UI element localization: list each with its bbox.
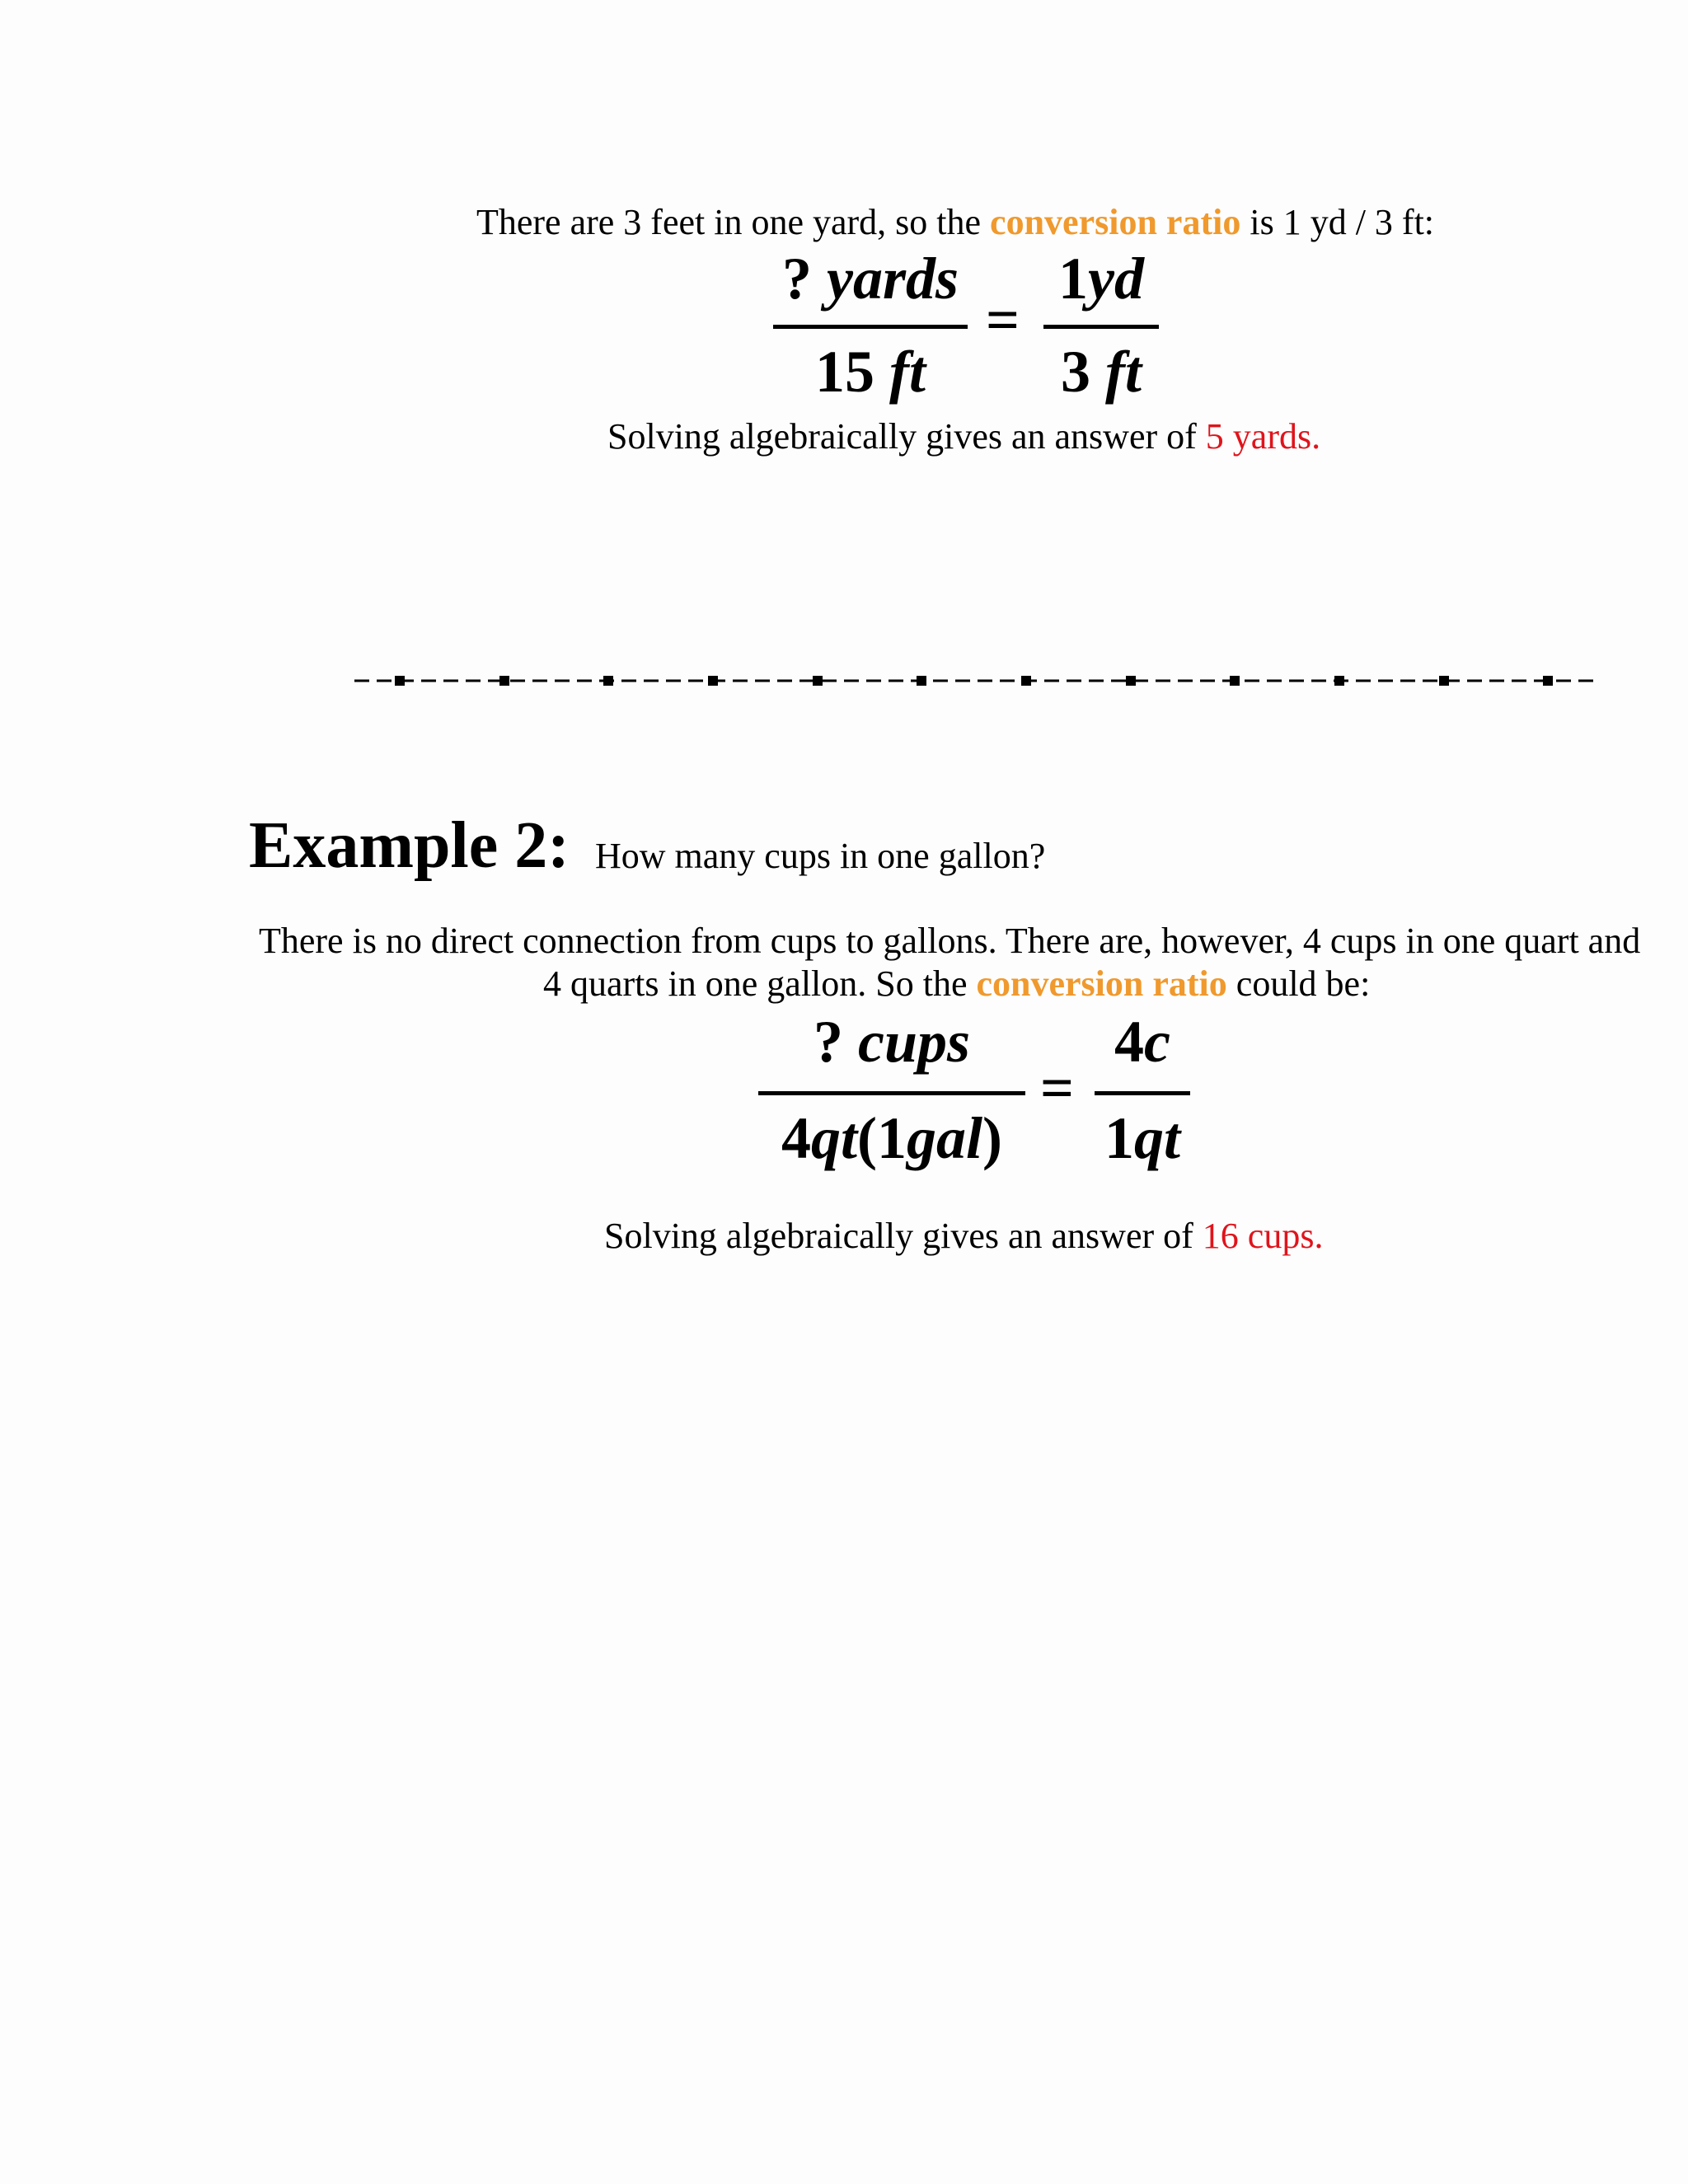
ex2-right-denominator <box>1095 1105 1190 1171</box>
ex1-intro <box>476 204 1434 241</box>
ex2-unit-qt-2: qt <box>1133 1105 1180 1171</box>
ex2-answer <box>604 1218 1323 1254</box>
ex2-paren-open-1: (1 <box>857 1105 907 1171</box>
ex1-right-numerator <box>1043 246 1159 312</box>
ex1-unit-ft: ft <box>889 339 926 405</box>
ex2-left-numerator <box>758 1009 1025 1075</box>
ex2-unit-c: c <box>1144 1009 1170 1075</box>
ex1-value-15: 15 <box>815 339 874 405</box>
ex2-value-1qt: 1 <box>1104 1105 1134 1171</box>
ex2-unit-qt: qt <box>811 1105 858 1171</box>
ex2-question: How many cups in one gallon? <box>595 836 1046 876</box>
ex2-unit-gal: gal <box>907 1105 983 1171</box>
ex1-left-fraction-bar <box>773 325 968 329</box>
ex2-value-4c: 4 <box>1114 1009 1145 1075</box>
ex1-value-3: 3 <box>1061 339 1090 405</box>
ex2-title: Example 2: <box>249 809 570 882</box>
ex2-paren-close: ) <box>982 1105 1002 1171</box>
ex1-answer-value: 5 yards. <box>1205 416 1321 457</box>
ex1-right-fraction-bar <box>1043 325 1159 329</box>
ex1-unit-yd: yd <box>1088 246 1144 312</box>
ex2-intro-pre: 4 quarts in one gallon. So the <box>543 963 977 1004</box>
section-divider <box>354 675 1601 687</box>
ex2-answer-pre: Solving algebraically gives an answer of <box>604 1216 1203 1256</box>
ex2-answer-value: 16 cups. <box>1202 1216 1324 1256</box>
ex1-intro-pre: There are 3 feet in one yard, so the <box>476 202 991 242</box>
ex2-unit-cups: cups <box>857 1009 971 1075</box>
ex1-conversion-ratio-highlight: conversion ratio <box>990 202 1241 242</box>
ex2-equals-sign: = <box>1040 1055 1075 1121</box>
ex1-left-numerator <box>773 246 968 312</box>
ex1-unit-yards: yards <box>827 246 959 312</box>
ex1-left-denominator <box>773 339 968 405</box>
ex2-left-fraction-bar <box>758 1091 1025 1095</box>
ex2-left-fraction <box>758 1009 1025 1171</box>
ex2-right-fraction-bar <box>1095 1091 1190 1095</box>
ex1-right-fraction <box>1043 246 1159 405</box>
ex1-left-fraction <box>773 246 968 405</box>
ex1-answer <box>607 416 1321 457</box>
ex2-intro-line1: There is no direct connection from cups to gallons. There are, however, 4 cups in one quart and <box>259 921 1641 961</box>
ex2-question-mark: ? <box>813 1009 843 1075</box>
ex1-value-1: 1 <box>1058 246 1089 312</box>
ex1-unit-ft-2: ft <box>1105 339 1142 405</box>
ex1-answer-pre: Solving algebraically gives an answer of <box>607 416 1206 457</box>
ex2-right-numerator <box>1095 1009 1190 1075</box>
ex1-intro-post: is 1 yd / 3 ft: <box>1240 202 1435 242</box>
ex2-intro-line2 <box>543 963 1371 1004</box>
ex2-intro-post: could be: <box>1226 963 1371 1004</box>
ex2-value-4: 4 <box>781 1105 811 1171</box>
ex2-left-denominator <box>758 1105 1025 1171</box>
ex2-right-fraction <box>1095 1009 1190 1171</box>
ex1-right-denominator <box>1043 339 1159 405</box>
ex2-conversion-ratio-highlight: conversion ratio <box>976 963 1227 1004</box>
ex1-equals-sign: = <box>986 287 1020 353</box>
ex1-question-mark: ? <box>782 246 812 312</box>
